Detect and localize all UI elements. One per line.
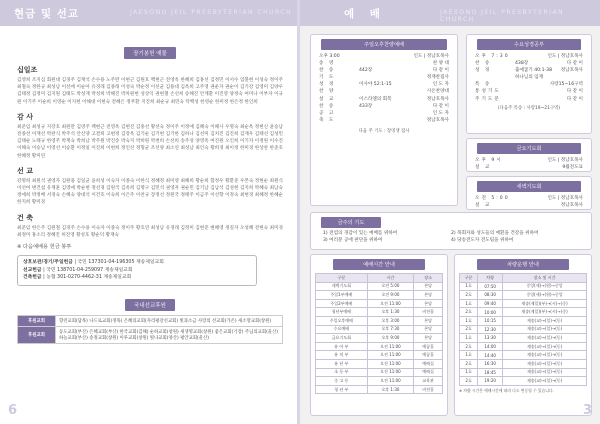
- envelope-note: ※ 다음예배용 헌금 봉투: [17, 244, 72, 251]
- table-header-row: [316, 274, 443, 283]
- row-label: 찬 송: [319, 103, 336, 109]
- service-row: [311, 96, 457, 103]
- table-cell: 새벽기도회: [316, 282, 368, 291]
- page-number-left: 6: [8, 403, 18, 418]
- mission-pill: 국내선교후원: [125, 299, 175, 311]
- card-title: 예배시간 안내: [333, 259, 425, 270]
- table-row: [460, 282, 587, 291]
- mission-region: 후원교회: [18, 326, 56, 343]
- table-cell: 10:00: [478, 308, 503, 317]
- table-cell: 재송(교)→(일)→(동): [503, 334, 587, 343]
- row-leader: 인 도 자: [432, 82, 449, 88]
- table-cell: 재송(교)→(일)→(동): [503, 351, 587, 360]
- service-row: [311, 81, 457, 88]
- row-label: 오전 5:00: [475, 196, 510, 201]
- row-leader: 인도 | 정남호목사: [413, 54, 449, 59]
- row-content: [357, 60, 433, 67]
- schedule-table: [315, 273, 443, 394]
- table-cell: 재송(제일)(부)→(시)→(중): [503, 299, 587, 308]
- row-content: [513, 96, 567, 103]
- account-line: 상호보관/경기/주일헌금 | 국민 137301-04-196305 재송제일교회: [23, 260, 164, 266]
- sunday-rows: [311, 60, 457, 124]
- service-row: [311, 53, 457, 60]
- wed-footer: (다음주 특송 : 사랑19~21구역): [497, 105, 561, 111]
- table-cell: 금요기도회: [316, 334, 368, 343]
- card-title: 차량운행 안내: [477, 259, 569, 270]
- table-cell: 오후 9:00: [367, 334, 413, 343]
- row-label: 송 영: [319, 61, 336, 67]
- table-cell: 재송(교)→(일)→(동): [503, 377, 587, 386]
- table-cell: 14:00: [478, 342, 503, 351]
- row-leader: 다 같 이: [432, 103, 449, 109]
- group-heading: 선 교: [17, 166, 33, 175]
- group-heading: 감 사: [17, 112, 33, 121]
- table-cell: 2호: [460, 308, 478, 317]
- right-banner-subtitle: JAESONG JEIL PRESBYTERIAN CHURCH: [440, 9, 565, 23]
- row-leader: 정재찬집사: [426, 75, 449, 81]
- row-label: 찬 송: [475, 61, 492, 67]
- service-row: [467, 88, 591, 95]
- table-cell: 본당: [414, 325, 443, 334]
- group-names: 최준임 최성규 지강호 최원만 김영주 백현근 전영옥 김현진 김홍선 황선숙 정이주 이정애 김혜숙 이혜사 우명숙 최순옥 정현신 윤승남 전종선 이재선 박관식 박주석 안신양 고결희 고현정 김강옥 김기순 김기현 김기한 김하나 김선미 김치진 김진희 김재우 김태선 김성민 김태순 노태규 한영주 박재숙 박희남 박주원 박진송 박숙지 박희원 박천희 손선희 송주성 양영옥 여진원 오인희 이기자 이정원 이수진 이해숙 이승남 이영선 이승환 이정일 이진희 이현희 정인선 정형균 조선양 최소연 최성남 최인숙 황희경 최이정 한미경 한상찬 한준호 한혜정 황미연: [17, 124, 283, 159]
- row-label: 통성기도: [475, 89, 501, 95]
- service-row: [467, 202, 591, 209]
- col-header: 구분: [460, 274, 478, 283]
- table-cell: 18:45: [478, 368, 503, 377]
- table-cell: 초 등 부: [316, 368, 368, 377]
- table-cell: 2호: [460, 291, 478, 300]
- service-row: [467, 195, 591, 202]
- table-cell: 1호: [460, 299, 478, 308]
- table-row: [460, 368, 587, 377]
- right-page: [300, 0, 600, 424]
- table-cell: 2호: [460, 342, 478, 351]
- row-content: 433장: [359, 103, 373, 109]
- group-names: 김영희 조지심 회원대 김경주 김재석 손수용 노주완 이현근 김원호 백현근 전영옥 한혜희 김홍선 김정민 이서수 엄볼현 이성숙 정이주 최철숙 정한규 최성남 이선애 이순아 유경래 김종래 이성숙 박순정 이선균 김용대 김옥희 고주영 권운자 권순이 김기강 김영미 김양우 김태정 김정미 김지원 김태도 박성재 박성희 박해진 박차원현 성상익 권현철 손선희 송해진 안계환 이진영 양정숙 여미나 이부자 이규원 이기주 이순희 이영순 이지현 이해대 이현숙 전혜은 정무환 지진희 최순규 최민숙 탁백성 한영순 한미정 한은정 한인희: [17, 78, 283, 105]
- row-leader: 다 같 이: [566, 96, 583, 102]
- table-cell: 유 년 부: [316, 359, 368, 368]
- col-header: 차량: [478, 274, 503, 283]
- row-content: 출애굽기 40:1-38: [515, 68, 553, 74]
- row-label: 성 경: [475, 68, 492, 74]
- table-cell: 예꿈홀: [414, 342, 443, 351]
- table-cell: 2호: [460, 325, 478, 334]
- table-cell: 오전 9:00: [367, 291, 413, 300]
- col-header: 장소 및 시간: [503, 274, 587, 283]
- table-cell: 유 치 부: [316, 351, 368, 360]
- vehicle-footer: ※ 차량 시간은 예배시간에 따라 다소 변동될 수 있습니다.: [459, 387, 554, 393]
- account-label: 상호보관/경기/주일헌금: [23, 260, 73, 266]
- friday-card: [466, 138, 592, 172]
- row-content: [513, 81, 550, 88]
- prayer-item: 3) 여러분 공에 판단을 위하여: [323, 238, 383, 243]
- mission-text: 동도교회(부산) 은혜교회(부산) 한국교회(김해) 순하교회(창원) 새생명교회(창원) 좋은교회(기장) 주님의교회(울산) 하늘교회(부산) 송정교회(창원) 이루교회(창원) 빛나교회(양산) 평안교회(울산): [56, 326, 283, 343]
- schedule-body: [316, 282, 443, 394]
- table-cell: 2호: [460, 359, 478, 368]
- mission-table: [17, 315, 283, 344]
- row-content: [513, 157, 547, 164]
- table-row: [460, 325, 587, 334]
- table-row: [316, 385, 443, 394]
- service-row: [467, 81, 591, 88]
- table-cell: 재송(제일)(부)→(시)→(중): [503, 308, 587, 317]
- row-label: 성 경: [319, 82, 336, 88]
- table-cell: 오전 5:00: [367, 282, 413, 291]
- row-label: 기 도: [319, 75, 336, 81]
- service-row: [467, 53, 591, 60]
- row-label: 주기도문: [475, 96, 501, 102]
- account-value: 농협 301-0270-4462-31 재송제일교회: [46, 275, 132, 281]
- row-label: 설 교: [319, 96, 336, 102]
- table-row: [316, 342, 443, 351]
- group-names: 강명희 최원석 권영자 김원용 김일균 윤희성 이숙자 이종숙 이한식 정혜정 최미영 최혜희 황순희 함정우 황환준 우본숙 정현순 최원식 이선여 변건섭 유재훈 김영애 박순현 정선경 김원국 김옥희 김명구 김민석 권영자 권순민 김기남 김남석 김성현 김지희 박혜숙 최남숙 정애희 박정배 서경숙 손혜숙 양대석 이건호 이숙희 이은주 이찬규 장정선 정원국 정태주 이금주 이선향 이정숙 최현경 최혜정 한혜순 한지희 황미경: [17, 178, 283, 206]
- row-leader: 인 도 자: [432, 110, 449, 116]
- table-cell: 주일오후예배: [316, 316, 368, 325]
- row-label: 특 송: [475, 82, 492, 88]
- col-header: 장소: [414, 274, 443, 283]
- row-label: 축 도: [319, 117, 336, 123]
- table-cell: 청 년 부: [316, 385, 368, 394]
- table-cell: 본당: [414, 291, 443, 300]
- table-row: [460, 334, 587, 343]
- service-row: [467, 60, 591, 67]
- table-row: [460, 377, 587, 386]
- card-title: 금주의 기도: [321, 217, 381, 228]
- schedule-card: [310, 254, 448, 416]
- row-content: 이사야 52:1-15: [359, 82, 392, 88]
- prayer-card: [310, 212, 592, 250]
- service-row: [311, 117, 457, 124]
- table-cell: 1호: [460, 334, 478, 343]
- table-cell: 13:30: [478, 334, 503, 343]
- wednesday-card: [466, 34, 592, 134]
- table-cell: 07:50: [478, 282, 503, 291]
- offering-group: [17, 166, 283, 207]
- row-leader: 정남호목사: [560, 68, 583, 74]
- row-label: [475, 74, 513, 81]
- col-header: 구분: [316, 274, 368, 283]
- table-cell: 오전 11:00: [367, 351, 413, 360]
- row-leader: 정남호목사: [560, 203, 583, 209]
- table-cell: 본당: [414, 334, 443, 343]
- table-row: [316, 334, 443, 343]
- table-cell: 1호: [460, 316, 478, 325]
- table-row: [316, 325, 443, 334]
- row-leader: 인도 | 정남호목사: [547, 196, 583, 201]
- table-row: [316, 299, 443, 308]
- table-row: [460, 342, 587, 351]
- table-cell: 수요예배: [316, 325, 368, 334]
- table-cell: 10:15: [478, 316, 503, 325]
- service-row: [311, 74, 457, 81]
- table-cell: 예배실: [414, 359, 443, 368]
- prayer-list: [311, 230, 591, 244]
- table-cell: 예배실: [414, 368, 443, 377]
- service-row: [311, 67, 457, 74]
- table-cell: 1호: [460, 351, 478, 360]
- card-title: 금요기도회: [477, 143, 581, 154]
- table-header-row: [460, 274, 587, 283]
- row-leader: 다 같 이: [432, 68, 449, 74]
- row-label: 공 고: [319, 110, 336, 116]
- row-content: [513, 164, 562, 171]
- table-row: [18, 326, 283, 343]
- right-banner: [300, 0, 600, 26]
- dawn-rows: [467, 195, 591, 209]
- row-leader: 정남호목사: [426, 96, 449, 102]
- row-content: [357, 117, 427, 124]
- left-page: [0, 0, 298, 424]
- table-cell: 오전 11:00: [367, 377, 413, 386]
- service-row: [311, 60, 457, 67]
- table-row: [316, 308, 443, 317]
- row-leader: 시온찬양대: [426, 89, 449, 95]
- account-value: 국민 138701-04-259097 재송제일교회: [46, 267, 133, 273]
- card-title: 주일오후찬양예배: [321, 39, 447, 50]
- table-cell: 08:30: [478, 291, 503, 300]
- row-content: 이스라엘의 회복: [359, 96, 392, 102]
- row-label: 찬 양: [319, 89, 336, 95]
- table-row: [316, 282, 443, 291]
- table-row: [316, 359, 443, 368]
- service-row: [311, 88, 457, 95]
- table-cell: 중앙(세)→(원)→중앙: [503, 291, 587, 300]
- offering-group: [17, 112, 283, 160]
- mission-text: 향린교회(담목) 나드로교회(정목) 은혜의교회(자리평강선교회) 빛과소금 사랑의 선교회(가온) 새소망교회(창원): [56, 315, 283, 326]
- row-content: [357, 74, 427, 81]
- left-content: [17, 40, 283, 344]
- row-leader: 찬 양 대: [432, 61, 449, 67]
- table-cell: 오후 1:30: [367, 308, 413, 317]
- table-cell: 12:30: [478, 325, 503, 334]
- prayer-item: 2) 목회자와 성도들의 예환을 건강을 위하여: [451, 231, 539, 236]
- account-label: 건축헌금: [23, 275, 42, 281]
- offering-pill: 장기봉헌 예물: [124, 47, 176, 59]
- table-cell: 재송(교)→(일)→(동): [503, 325, 587, 334]
- row-content: 442장: [359, 68, 373, 74]
- vehicle-card: [454, 254, 592, 416]
- table-row: [460, 316, 587, 325]
- table-row: [460, 359, 587, 368]
- account-line: 건축헌금 | 농협 301-0270-4462-31 재송제일교회: [23, 275, 132, 281]
- table-cell: 재송(교)→(일)→(동): [503, 316, 587, 325]
- dawn-card: [466, 176, 592, 210]
- table-row: [316, 291, 443, 300]
- table-cell: 2호: [460, 377, 478, 386]
- offering-group: [17, 213, 283, 239]
- table-row: [316, 351, 443, 360]
- row-label: 오후 9시: [475, 158, 503, 163]
- prayer-item: 1) 전염의 경감이 있는 예배를 위하여: [323, 231, 398, 236]
- service-row: [467, 67, 591, 74]
- row-time: 오후 3:00: [319, 54, 340, 59]
- wed-rows: [467, 53, 591, 103]
- table-cell: 재송(교)→(일)→(동): [503, 368, 587, 377]
- table-row: [18, 315, 283, 326]
- table-cell: 비전홀: [414, 385, 443, 394]
- row-leader: 인도 | 정남호목사: [547, 158, 583, 163]
- row-label: 찬 송: [319, 68, 336, 74]
- vehicle-body: [460, 282, 587, 385]
- table-cell: 오전 11:00: [367, 368, 413, 377]
- group-heading: 십일조: [17, 66, 38, 74]
- account-label: 선교헌금: [23, 267, 42, 273]
- table-cell: 오후 1:30: [367, 385, 413, 394]
- mission-region: 후원교회: [18, 315, 56, 326]
- account-box: [17, 255, 257, 286]
- row-leader: 9월전도표: [562, 165, 583, 171]
- group-names: 최준임 한은주 김원철 김경주 손수용 이숙자 이종숙 정이주 황호연 최성남 유경래 김정미 김현준 변혜영 정길자 오성혜 전현숙 최미경 최정미 홍소리 정혜진 허진영 황성호 황순덕 황재숙: [17, 225, 283, 238]
- table-row: [460, 351, 587, 360]
- left-banner-title: 현금 및 선교: [14, 8, 80, 20]
- row-label: 설 교: [475, 165, 492, 171]
- page-number-right: 3: [582, 403, 592, 418]
- table-cell: 오전 11:00: [367, 359, 413, 368]
- row-content: 438장: [515, 61, 529, 67]
- service-row: [311, 110, 457, 117]
- table-cell: 16:30: [478, 359, 503, 368]
- table-cell: 재송(교)→(일)→(동): [503, 359, 587, 368]
- table-cell: 중 고 등: [316, 377, 368, 386]
- sunday-service-card: [310, 34, 458, 206]
- row-content: [357, 110, 433, 117]
- next-prayer: 다음 주 기도 : 장영생 집사: [358, 128, 410, 134]
- account-value: 국민 137301-04-196305 재송제일교회: [77, 260, 164, 266]
- row-label: 오후 7:30: [475, 54, 510, 59]
- table-cell: 오후 7:30: [367, 325, 413, 334]
- left-banner: [0, 0, 297, 26]
- table-cell: 14:40: [478, 351, 503, 360]
- table-row: [460, 299, 587, 308]
- row-leader: 다 같 이: [566, 89, 583, 95]
- table-cell: 비전홀: [414, 308, 443, 317]
- table-cell: 본당: [414, 299, 443, 308]
- table-row: [316, 377, 443, 386]
- service-row: [467, 74, 591, 81]
- table-cell: 예꿈홀: [414, 351, 443, 360]
- table-cell: 오전 11:00: [367, 342, 413, 351]
- group-heading: 건 축: [17, 213, 33, 222]
- service-row: [467, 164, 591, 171]
- row-leader: 사랑15~16구역: [549, 82, 583, 88]
- prayer-item: 4) 당송전도자 전도팀을 위하여: [451, 238, 514, 243]
- left-banner-subtitle: JAESONG JEIL PRESBYTERIAN CHURCH: [130, 9, 293, 16]
- row-leader: 인도 | 정남호목사: [547, 54, 583, 59]
- fri-rows: [467, 157, 591, 171]
- service-row: [467, 96, 591, 103]
- row-content: [357, 88, 427, 95]
- table-cell: 오후 3:00: [367, 316, 413, 325]
- table-cell: 청년부예배: [316, 308, 368, 317]
- table-row: [460, 291, 587, 300]
- row-content: [513, 202, 561, 209]
- table-row: [316, 368, 443, 377]
- table-cell: 1호: [460, 368, 478, 377]
- table-cell: 09:40: [478, 299, 503, 308]
- service-row: [467, 157, 591, 164]
- service-row: [311, 103, 457, 110]
- table-cell: 본당: [414, 316, 443, 325]
- offering-group: [17, 65, 283, 106]
- row-leader: 정남호목사: [426, 117, 449, 123]
- table-cell: 교육관: [414, 377, 443, 386]
- table-cell: 1호: [460, 282, 478, 291]
- row-content: 하나님의 임재: [515, 75, 544, 81]
- card-title: 수요성경공부: [477, 39, 581, 50]
- col-header: 시간: [367, 274, 413, 283]
- row-label: 설 교: [475, 203, 492, 209]
- vehicle-table: [459, 273, 587, 386]
- row-content: [513, 195, 547, 202]
- table-cell: 재송(교)→(일)→(동): [503, 342, 587, 351]
- row-content: [513, 88, 567, 95]
- row-leader: 다 같 이: [566, 61, 583, 67]
- right-banner-title: 예 배: [344, 8, 386, 20]
- row-content: [513, 53, 547, 60]
- table-row: [460, 308, 587, 317]
- table-cell: 주일1부예배: [316, 291, 368, 300]
- card-title: 새벽기도회: [477, 181, 581, 192]
- account-line: 선교헌금 | 국민 138701-04-259097 재송제일교회: [23, 267, 133, 273]
- table-cell: 19:20: [478, 377, 503, 386]
- table-cell: 본당: [414, 282, 443, 291]
- table-cell: 중앙(세)→(원)→중앙: [503, 282, 587, 291]
- table-cell: 오전 11:00: [367, 299, 413, 308]
- table-row: [316, 316, 443, 325]
- table-cell: 주일2부예배: [316, 299, 368, 308]
- table-cell: 유 아 부: [316, 342, 368, 351]
